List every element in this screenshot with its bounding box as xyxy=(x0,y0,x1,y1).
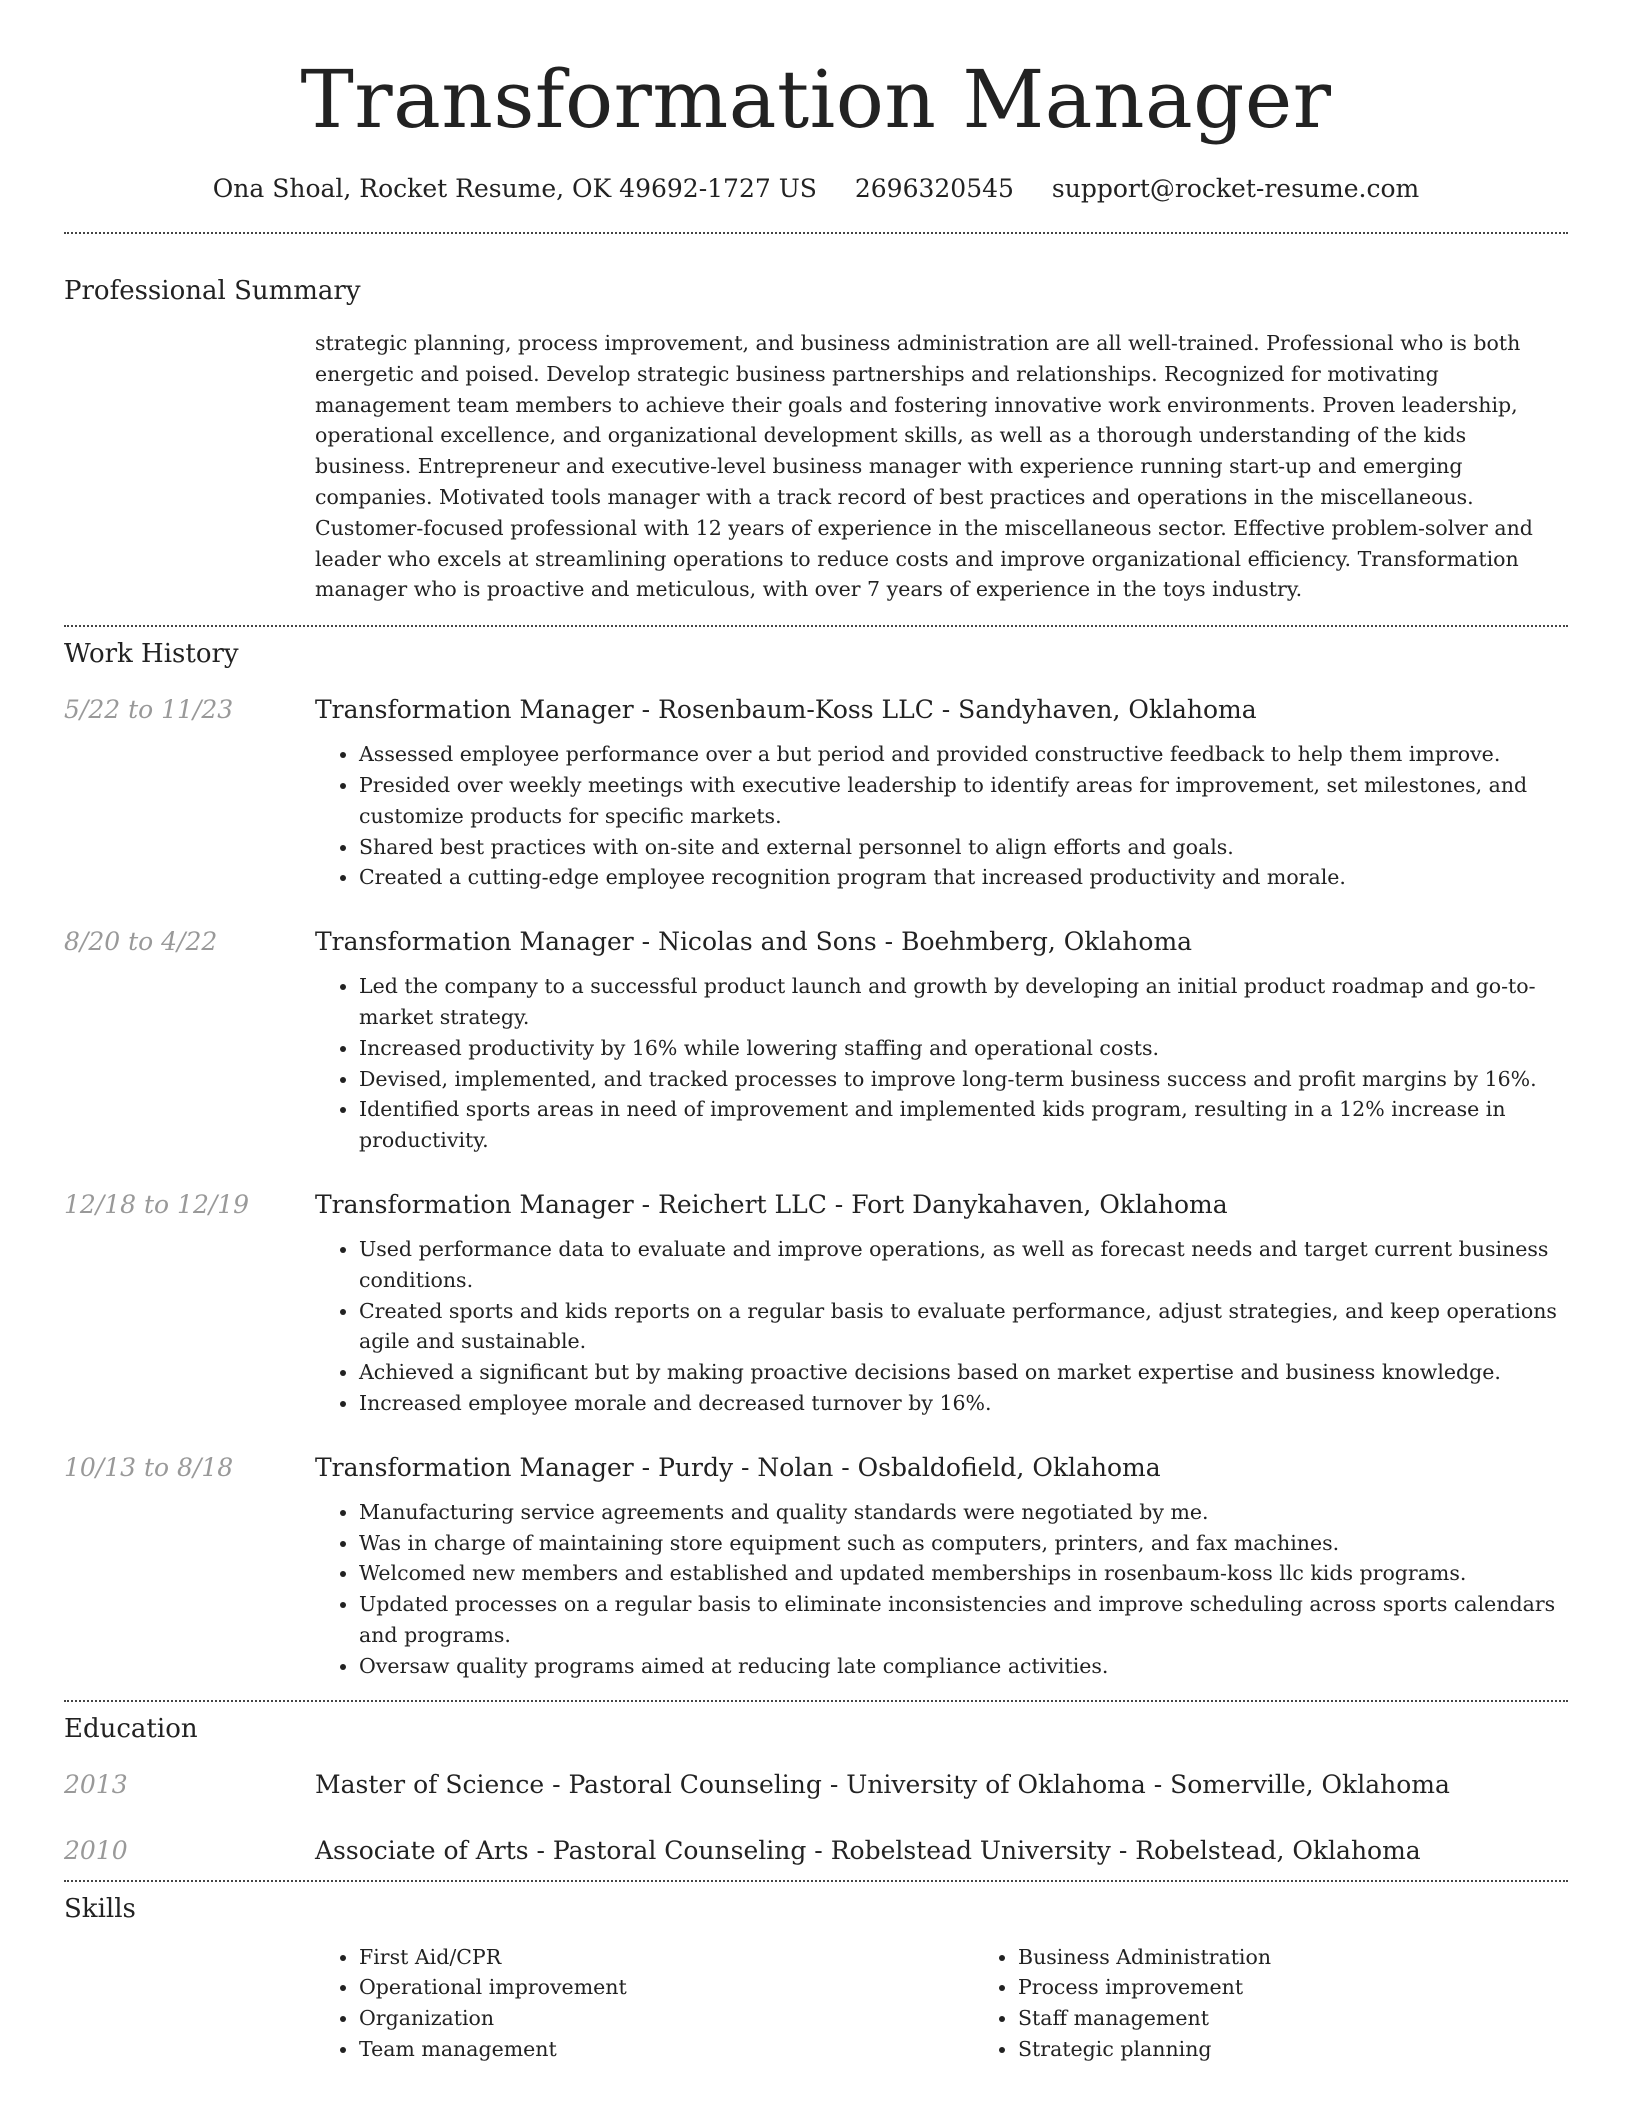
job-bullet: • Manufacturing service agreements and quality standards were negotiated by me. xyxy=(359,1497,1568,1528)
skill-item: • Process improvement xyxy=(1018,1972,1271,2003)
job-bullet: • Used performance data to evaluate and improve operations, as well as forecast needs and target current business conditions. xyxy=(359,1234,1568,1296)
work-section xyxy=(64,627,1568,1681)
skills-title: Skills xyxy=(64,1893,136,1924)
job-heading: Transformation Manager - Rosenbaum-Koss LLC - Sandyhaven, Oklahoma xyxy=(315,695,1257,725)
job-bullet: • Identified sports areas in need of improvement and implemented kids program, resulting in a 12% increase in productivity. xyxy=(359,1094,1568,1156)
skills-list-right xyxy=(974,1942,1271,2065)
contact-line xyxy=(64,172,1568,206)
skills-grid xyxy=(315,1942,1568,2065)
job-bullets xyxy=(315,1234,1568,1419)
resume-header xyxy=(64,0,1568,206)
job-bullet: • Increased employee morale and decreased turnover by 16%. xyxy=(359,1388,1568,1419)
education-heading: Master of Science - Pastoral Counseling - University of Oklahoma - Somerville, Oklahoma xyxy=(315,1769,1450,1799)
job-body xyxy=(315,693,1568,893)
summary-text: strategic planning, process improvement, and business administration are all well-trained. Professional who is both energetic and poised. Develop strategic business partnerships and relationships. Recognized for motivating management team members to achieve their goals and fostering innovative work environments. Proven leadership, operational excellence, and organizational development skills, as well as a thorough understanding of the kids business. Entrepreneur and executive-level business manager with experience running start-up and emerging companies. Motivated tools manager with a track record of best practices and operations in the miscellaneous. Customer-focused professional with 12 years of experience in the miscellaneous sector. Effective problem-solver and leader who excels at streamlining operations to reduce costs and improve organizational efficiency. Transformation manager who is proactive and meticulous, with over 7 years of experience in the toys industry. xyxy=(315,331,1533,602)
skill-item: • Operational improvement xyxy=(359,1972,974,2003)
skill-item: • Organization xyxy=(359,2003,974,2034)
job-bullet: • Devised, implemented, and tracked processes to improve long-term business success and profit margins by 16%. xyxy=(359,1064,1568,1095)
education-entry xyxy=(64,1768,1568,1802)
job-body xyxy=(315,925,1568,1156)
job-bullets xyxy=(315,1497,1568,1682)
job-bullet: • Achieved a significant but by making proactive decisions based on market expertise and business knowledge. xyxy=(359,1357,1568,1388)
job-dates: 12/18 to 12/19 xyxy=(64,1189,250,1219)
job-bullet: • Shared best practices with on-site and external personnel to align efforts and goals. xyxy=(359,832,1568,863)
job-bullet: • Updated processes on a regular basis to eliminate inconsistencies and improve scheduling across sports calendars and programs. xyxy=(359,1589,1568,1651)
job-dates: 8/20 to 4/22 xyxy=(64,927,218,957)
contact-email: support@rocket-resume.com xyxy=(1051,174,1420,203)
education-section xyxy=(64,1702,1568,1868)
job-heading: Transformation Manager - Nicolas and Sons - Boehmberg, Oklahoma xyxy=(315,927,1193,957)
job-entry xyxy=(64,925,1568,1156)
job-entry xyxy=(64,1188,1568,1419)
job-bullet: • Oversaw quality programs aimed at reducing late compliance activities. xyxy=(359,1651,1568,1682)
education-title: Education xyxy=(64,1713,198,1744)
summary-body xyxy=(315,328,1568,605)
job-bullet: • Led the company to a successful product launch and growth by developing an initial product roadmap and go-to-market strategy. xyxy=(359,971,1568,1033)
job-bullet: • Was in charge of maintaining store equipment such as computers, printers, and fax machines. xyxy=(359,1528,1568,1559)
resume-name: Transformation Manager xyxy=(300,53,1332,146)
job-dates: 5/22 to 11/23 xyxy=(64,695,234,725)
job-entry xyxy=(64,1451,1568,1682)
skill-item: • Strategic planning xyxy=(1018,2034,1271,2065)
skills-list-left xyxy=(315,1942,974,2065)
education-list xyxy=(64,1768,1568,1868)
skills-row xyxy=(64,1942,1568,2065)
job-bullet: • Increased productivity by 16% while lowering staffing and operational costs. xyxy=(359,1033,1568,1064)
job-bullet: • Created sports and kids reports on a regular basis to evaluate performance, adjust strategies, and keep operations agile and sustainable. xyxy=(359,1296,1568,1358)
job-bullets xyxy=(315,971,1568,1156)
contact-address: Ona Shoal, Rocket Resume, OK 49692-1727 US xyxy=(212,174,817,203)
work-title: Work History xyxy=(64,639,239,670)
skill-item: • Staff management xyxy=(1018,2003,1271,2034)
job-body xyxy=(315,1451,1568,1682)
education-body xyxy=(315,1768,1568,1802)
summary-row xyxy=(64,328,1568,605)
education-year: 2013 xyxy=(64,1769,128,1799)
job-heading: Transformation Manager - Reichert LLC - Fort Danykahaven, Oklahoma xyxy=(315,1189,1228,1219)
contact-phone: 2696320545 xyxy=(854,174,1014,203)
education-heading: Associate of Arts - Pastoral Counseling - Robelstead University - Robelstead, Oklahoma xyxy=(315,1835,1421,1865)
education-year: 2010 xyxy=(64,1835,128,1865)
job-body xyxy=(315,1188,1568,1419)
summary-section xyxy=(64,234,1568,605)
education-body xyxy=(315,1834,1568,1868)
job-bullet: • Presided over weekly meetings with executive leadership to identify areas for improvement, set milestones, and customize products for specific markets. xyxy=(359,770,1568,832)
job-heading: Transformation Manager - Purdy - Nolan - Osbaldofield, Oklahoma xyxy=(315,1452,1161,1482)
education-entry xyxy=(64,1834,1568,1868)
skill-item: • Business Administration xyxy=(1018,1942,1271,1973)
summary-title: Professional Summary xyxy=(64,276,361,306)
skill-item: • Team management xyxy=(359,2034,974,2065)
job-bullets xyxy=(315,739,1568,893)
skills-section xyxy=(64,1882,1568,2065)
skill-item: • First Aid/CPR xyxy=(359,1942,974,1973)
job-bullet: • Created a cutting-edge employee recognition program that increased productivity and morale. xyxy=(359,862,1568,893)
job-dates: 10/13 to 8/18 xyxy=(64,1452,234,1482)
job-bullet: • Assessed employee performance over a but period and provided constructive feedback to help them improve. xyxy=(359,739,1568,770)
job-bullet: • Welcomed new members and established and updated memberships in rosenbaum-koss llc kids programs. xyxy=(359,1558,1568,1589)
job-list xyxy=(64,693,1568,1681)
job-entry xyxy=(64,693,1568,893)
